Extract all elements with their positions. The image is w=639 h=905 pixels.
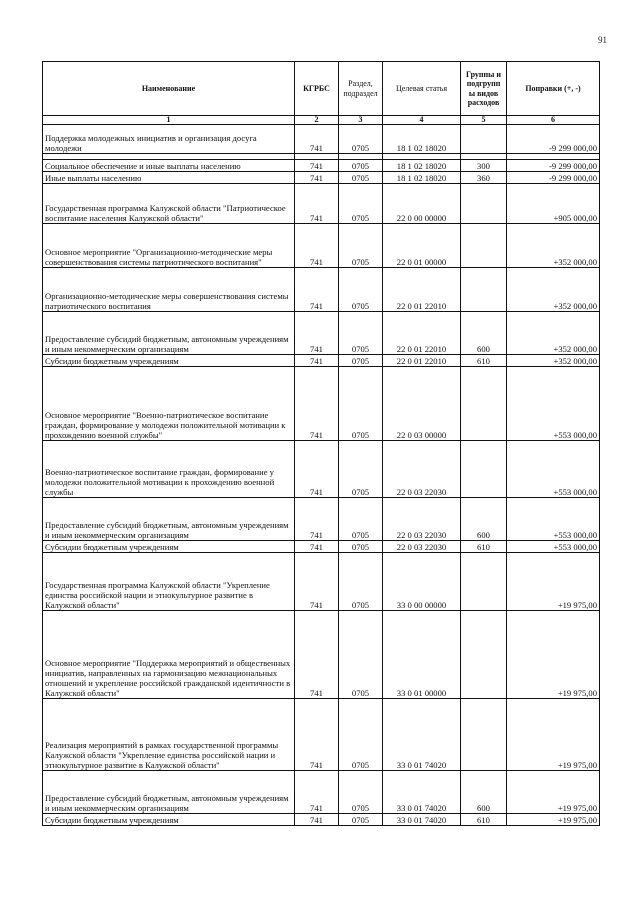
budget-amendments-table bbox=[42, 61, 600, 826]
row-group: 600 bbox=[461, 498, 507, 541]
header-expense-group: Группы и подгрупп ы видов расходов bbox=[461, 62, 507, 116]
row-article: 33 0 01 74020 bbox=[383, 699, 461, 771]
row-name: Основное мероприятие "Военно-патриотическое воспитание граждан, формирование у молодежи положительной мотивации к прохождению военной службы" bbox=[43, 367, 295, 441]
row-group: 300 bbox=[461, 160, 507, 172]
row-section: 0705 bbox=[339, 355, 383, 367]
row-amount: +19 975,00 bbox=[507, 771, 600, 814]
row-amount: +19 975,00 bbox=[507, 611, 600, 699]
table-row bbox=[43, 367, 600, 441]
row-section: 0705 bbox=[339, 814, 383, 826]
row-article: 18 1 02 18020 bbox=[383, 125, 461, 154]
row-kgrbs: 741 bbox=[295, 184, 339, 224]
table-row bbox=[43, 312, 600, 355]
row-article: 22 0 03 22030 bbox=[383, 441, 461, 498]
column-number: 4 bbox=[383, 116, 461, 125]
row-kgrbs: 741 bbox=[295, 553, 339, 611]
row-kgrbs: 741 bbox=[295, 441, 339, 498]
row-kgrbs: 741 bbox=[295, 355, 339, 367]
row-article: 33 0 00 00000 bbox=[383, 553, 461, 611]
row-kgrbs: 741 bbox=[295, 160, 339, 172]
row-article: 22 0 03 00000 bbox=[383, 367, 461, 441]
table-row bbox=[43, 771, 600, 814]
column-number: 6 bbox=[507, 116, 600, 125]
table-row bbox=[43, 125, 600, 154]
row-name: Реализация мероприятий в рамках государственной программы Калужской области "Укрепление единства российской нации и этнокультурное развитие в Калужской области" bbox=[43, 699, 295, 771]
row-group bbox=[461, 367, 507, 441]
row-amount: +352 000,00 bbox=[507, 224, 600, 268]
row-section: 0705 bbox=[339, 699, 383, 771]
table-row bbox=[43, 184, 600, 224]
row-article: 22 0 01 00000 bbox=[383, 224, 461, 268]
row-article: 22 0 01 22010 bbox=[383, 355, 461, 367]
row-name: Предоставление субсидий бюджетным, автономным учреждениям и иным некоммерческим организациям bbox=[43, 312, 295, 355]
row-section: 0705 bbox=[339, 541, 383, 553]
header-kgrbs: КГРБС bbox=[295, 62, 339, 116]
row-section: 0705 bbox=[339, 367, 383, 441]
table-row bbox=[43, 268, 600, 312]
row-name: Основное мероприятие "Поддержка мероприятий и общественных инициатив, направленных на гармонизацию межнациональных отношений и укрепление российской гражданской идентичности в Калужской области" bbox=[43, 611, 295, 699]
row-name: Субсидии бюджетным учреждениям bbox=[43, 541, 295, 553]
table-row bbox=[43, 814, 600, 826]
row-kgrbs: 741 bbox=[295, 814, 339, 826]
row-article: 22 0 01 22010 bbox=[383, 268, 461, 312]
row-kgrbs: 741 bbox=[295, 611, 339, 699]
row-kgrbs: 741 bbox=[295, 498, 339, 541]
table-row bbox=[43, 699, 600, 771]
row-group: 360 bbox=[461, 172, 507, 184]
row-section: 0705 bbox=[339, 184, 383, 224]
row-section: 0705 bbox=[339, 160, 383, 172]
row-name: Иные выплаты населению bbox=[43, 172, 295, 184]
row-amount: -9 299 000,00 bbox=[507, 125, 600, 154]
table-row bbox=[43, 541, 600, 553]
table-row bbox=[43, 553, 600, 611]
table-header-row bbox=[43, 62, 600, 116]
page-number: 91 bbox=[598, 35, 607, 45]
row-article: 33 0 01 74020 bbox=[383, 771, 461, 814]
row-group: 610 bbox=[461, 814, 507, 826]
row-group bbox=[461, 125, 507, 154]
row-group: 610 bbox=[461, 355, 507, 367]
row-amount: +553 000,00 bbox=[507, 498, 600, 541]
row-kgrbs: 741 bbox=[295, 125, 339, 154]
row-group bbox=[461, 268, 507, 312]
row-group bbox=[461, 441, 507, 498]
column-number: 5 bbox=[461, 116, 507, 125]
table-row bbox=[43, 355, 600, 367]
row-section: 0705 bbox=[339, 268, 383, 312]
row-group: 600 bbox=[461, 771, 507, 814]
row-name: Основное мероприятие "Организационно-методические меры совершенствования системы патриотического воспитания" bbox=[43, 224, 295, 268]
row-section: 0705 bbox=[339, 224, 383, 268]
row-group bbox=[461, 553, 507, 611]
header-name: Наименование bbox=[43, 62, 295, 116]
table-row bbox=[43, 498, 600, 541]
row-amount: +553 000,00 bbox=[507, 367, 600, 441]
row-section: 0705 bbox=[339, 441, 383, 498]
row-article: 33 0 01 74020 bbox=[383, 814, 461, 826]
row-kgrbs: 741 bbox=[295, 224, 339, 268]
row-kgrbs: 741 bbox=[295, 312, 339, 355]
row-group: 600 bbox=[461, 312, 507, 355]
row-name: Государственная программа Калужской области "Патриотическое воспитание населения Калужской области" bbox=[43, 184, 295, 224]
table-row bbox=[43, 224, 600, 268]
row-kgrbs: 741 bbox=[295, 541, 339, 553]
header-amendments: Поправки (+, -) bbox=[507, 62, 600, 116]
column-number: 3 bbox=[339, 116, 383, 125]
row-name: Предоставление субсидий бюджетным, автономным учреждениям и иным некоммерческим организациям bbox=[43, 771, 295, 814]
row-kgrbs: 741 bbox=[295, 367, 339, 441]
row-name: Поддержка молодежных инициатив и организация досуга молодежи bbox=[43, 125, 295, 154]
table-row bbox=[43, 441, 600, 498]
table-row bbox=[43, 611, 600, 699]
header-section: Раздел, подраздел bbox=[339, 62, 383, 116]
row-section: 0705 bbox=[339, 553, 383, 611]
row-amount: -9 299 000,00 bbox=[507, 172, 600, 184]
row-article: 18 1 02 18020 bbox=[383, 160, 461, 172]
row-article: 18 1 02 18020 bbox=[383, 172, 461, 184]
row-amount: +905 000,00 bbox=[507, 184, 600, 224]
row-kgrbs: 741 bbox=[295, 699, 339, 771]
row-name: Субсидии бюджетным учреждениям bbox=[43, 355, 295, 367]
row-amount: +352 000,00 bbox=[507, 268, 600, 312]
row-name: Субсидии бюджетным учреждениям bbox=[43, 814, 295, 826]
row-section: 0705 bbox=[339, 172, 383, 184]
row-article: 33 0 01 00000 bbox=[383, 611, 461, 699]
row-article: 22 0 00 00000 bbox=[383, 184, 461, 224]
row-section: 0705 bbox=[339, 611, 383, 699]
row-article: 22 0 03 22030 bbox=[383, 541, 461, 553]
row-amount: +19 975,00 bbox=[507, 553, 600, 611]
row-amount: +19 975,00 bbox=[507, 814, 600, 826]
row-group bbox=[461, 611, 507, 699]
row-article: 22 0 01 22010 bbox=[383, 312, 461, 355]
row-group bbox=[461, 224, 507, 268]
column-number-row bbox=[43, 116, 600, 125]
row-kgrbs: 741 bbox=[295, 172, 339, 184]
header-target-article: Целевая статья bbox=[383, 62, 461, 116]
row-kgrbs: 741 bbox=[295, 771, 339, 814]
row-name: Организационно-методические меры совершенствования системы патриотического воспитания bbox=[43, 268, 295, 312]
row-section: 0705 bbox=[339, 312, 383, 355]
row-section: 0705 bbox=[339, 125, 383, 154]
row-article: 22 0 03 22030 bbox=[383, 498, 461, 541]
row-amount: +352 000,00 bbox=[507, 312, 600, 355]
row-amount: +553 000,00 bbox=[507, 441, 600, 498]
row-amount: +553 000,00 bbox=[507, 541, 600, 553]
row-name: Предоставление субсидий бюджетным, автономным учреждениям и иным некоммерческим организациям bbox=[43, 498, 295, 541]
row-amount: +352 000,00 bbox=[507, 355, 600, 367]
row-group bbox=[461, 184, 507, 224]
row-group: 610 bbox=[461, 541, 507, 553]
row-section: 0705 bbox=[339, 498, 383, 541]
column-number: 2 bbox=[295, 116, 339, 125]
row-amount: -9 299 000,00 bbox=[507, 160, 600, 172]
row-kgrbs: 741 bbox=[295, 268, 339, 312]
row-amount: +19 975,00 bbox=[507, 699, 600, 771]
row-name: Военно-патриотическое воспитание граждан, формирование у молодежи положительной мотивации к прохождению военной службы bbox=[43, 441, 295, 498]
row-name: Государственная программа Калужской области "Укрепление единства российской нации и этнокультурное развитие в Калужской области" bbox=[43, 553, 295, 611]
row-name: Социальное обеспечение и иные выплаты населению bbox=[43, 160, 295, 172]
table-row bbox=[43, 172, 600, 184]
column-number: 1 bbox=[43, 116, 295, 125]
row-group bbox=[461, 699, 507, 771]
table-row bbox=[43, 160, 600, 172]
row-section: 0705 bbox=[339, 771, 383, 814]
